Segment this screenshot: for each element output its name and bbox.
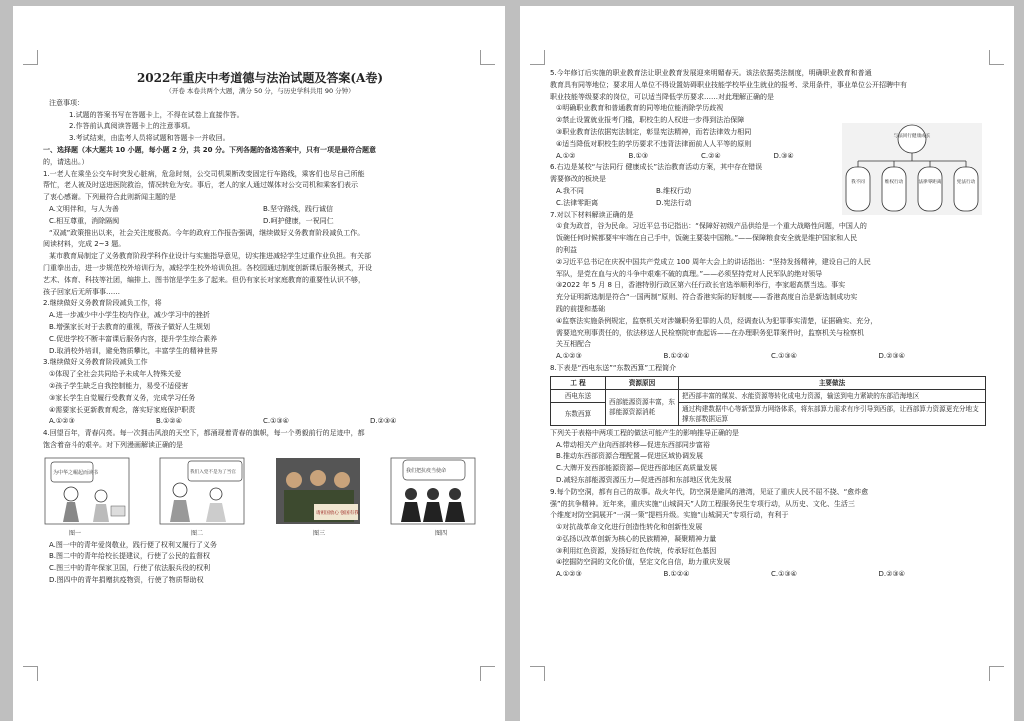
q8-stem: 8.下表是“西电东送”“东数西算”工程简介 bbox=[550, 363, 677, 372]
table-header-row bbox=[551, 376, 986, 389]
comic-figure-2 bbox=[158, 456, 246, 526]
q9-line: 个维度对防空洞展开“一洞一策”提档升级。实施“山城洞天”专项行动，有利于 bbox=[550, 511, 789, 520]
document-page-2 bbox=[520, 6, 1014, 721]
crop-mark bbox=[480, 666, 495, 681]
q7-item-line: 饭碗任何时候都要牢牢端在自己手中，饭碗主要装中国粮。”——保障粮食安全就是维护国家和人民 bbox=[556, 234, 858, 243]
section-1-header: 一、选择题（本大题共 10 小题，每小题 2 分，共 20 分。下列各题的备选答案中，只有一项是最符合题意 bbox=[43, 145, 376, 154]
document-page-1 bbox=[13, 6, 505, 721]
q7-item-line: ③2022 年 5 月 8 日，香港特别行政区第六任行政长官选举顺利举行，李家超高票当选。事实 bbox=[556, 281, 846, 290]
comic-figure-4 bbox=[389, 456, 477, 526]
table-cell: 东数西算 bbox=[551, 402, 606, 425]
q2-option-d: D.取消校外培训，避免物质攀比，丰富学生的精神世界 bbox=[49, 346, 218, 355]
figure-caption: 图四 bbox=[434, 529, 447, 537]
q1-line: 了衷心感谢。下列最符合此则新闻主题的是 bbox=[43, 193, 176, 202]
q3-item: ①体现了全社会共同给予未成年人特殊关爱 bbox=[49, 370, 182, 379]
q9-option-d: D.②③④ bbox=[878, 570, 905, 579]
q1-option-c: C.相互尊重，消除隔阂 bbox=[49, 216, 120, 225]
figure-caption: 图二 bbox=[190, 529, 203, 537]
q5-item: ④适当降低对职校生的学历要求不违背法律面前人人平等的原则 bbox=[556, 139, 752, 148]
crop-mark bbox=[989, 666, 1004, 681]
q9-option-b: B.①②④ bbox=[663, 570, 690, 579]
diagram-box-label: 宪法行动 bbox=[956, 180, 976, 185]
note-item: 2.作答前认真阅读答题卡上的注意事项。 bbox=[69, 122, 195, 131]
q7-item-line: ①食为政首，谷为民命。习近平总书记指出：“保障好初级产品供给是一个重大战略性问题，中国人的 bbox=[556, 222, 867, 231]
q8-table bbox=[550, 376, 986, 426]
comic-figure-3 bbox=[274, 456, 362, 526]
q6-line: 需要修改的板块是 bbox=[550, 175, 606, 184]
q6-options bbox=[550, 198, 756, 210]
q8-option-c: C.大牌开发西部能源资源—促进西部地区高质量发展 bbox=[556, 464, 718, 473]
q7-option-d: D.②③④ bbox=[878, 352, 905, 361]
q5-line: 教育具有同等地位；要求用人单位不得设置妨碍职业技能学校毕业生就业的报考、录用条件，事业单位公开招聘中有 bbox=[550, 80, 907, 89]
q6-options bbox=[550, 186, 756, 198]
figure-3-caption-text: 请祖国放心 强国有我 bbox=[315, 510, 359, 516]
q1-options bbox=[43, 216, 477, 228]
page-1-content bbox=[43, 70, 477, 587]
passage-line: “双减”政策推出以来，社会关注度极高。今年的政府工作报告强调，继续做好义务教育阶段减负工作。 bbox=[49, 228, 365, 237]
q3-options bbox=[43, 416, 477, 428]
q2-option-c: C.促进学校不断丰富课后服务内容，提升学生综合素养 bbox=[49, 334, 218, 343]
q5-options bbox=[550, 151, 846, 163]
q5-line: 职业技能等级要求的岗位，可以适当降低学历要求……对此理解正确的是 bbox=[550, 92, 774, 101]
q5-item: ①明确职业教育和普通教育的同等地位能消除学历歧视 bbox=[556, 104, 724, 113]
table-header-cell: 工 程 bbox=[551, 376, 606, 389]
passage-line: 某市教育局制定了义务教育阶段学科作业设计与实施指导意见，切实推进减轻学生过重作业负担。有关部 bbox=[49, 252, 371, 261]
comic-figures bbox=[43, 456, 477, 526]
q3-item: ③家长学生自觉履行受教育义务，完成学习任务 bbox=[49, 393, 196, 402]
comic-figure-1 bbox=[43, 456, 131, 526]
q4-option-a: A.图一中的青年爱岗敬业，践行便了权利又履行了义务 bbox=[49, 540, 217, 549]
q7-item-line: 充分证明新选制是符合“一国两制”原则、符合香港实际的好制度——香港高度自治是新选制成功实 bbox=[556, 293, 858, 302]
q3-option-c: C.①③④ bbox=[263, 417, 289, 426]
section-1-header-cont: 的，请选出。） bbox=[43, 157, 89, 166]
q8-option-b: B.推动东西部资源合理配置—促进区域协调发展 bbox=[556, 452, 704, 461]
figure-caption: 图三 bbox=[312, 529, 325, 537]
q5-option-c: C.②④ bbox=[701, 151, 721, 160]
q1-options bbox=[43, 204, 477, 216]
q9-item: ①对抗战革命文化进行创造性转化和创新性发展 bbox=[556, 523, 703, 532]
q9-options bbox=[550, 569, 986, 581]
q6-option-d: D.宪法行动 bbox=[656, 198, 692, 207]
passage-line: 孩子回家后无所事事…… bbox=[43, 287, 120, 296]
note-item: 3.考试结束，由监考人员将试题和答题卡一并收回。 bbox=[69, 134, 230, 143]
table-header-cell: 主要做法 bbox=[679, 376, 986, 389]
q4-option-c: C.图三中的青年保家卫国，行使了依法服兵役的权利 bbox=[49, 564, 211, 573]
q2-stem: 2.继续做好义务教育阶段减负工作，将 bbox=[43, 299, 162, 308]
q3-item: ④需要家长更新教育观念，落实好家庭保护职责 bbox=[49, 405, 196, 414]
note-item: 1.试题的答案书写在答题卡上，不得在试卷上直接作答。 bbox=[69, 110, 244, 119]
q9-line: 9.每个防空洞，都有自己的故事。战火年代，防空洞是避风的港湾，见证了重庆人民不屈不挠、“愈炸愈 bbox=[550, 487, 869, 496]
q7-option-b: B.①②④ bbox=[663, 352, 690, 361]
q7-item-line: 军队，是党在血与火的斗争中艰难不破的真理。”——必须坚持党对人民军队的绝对领导 bbox=[556, 269, 823, 278]
q3-option-b: B.①②④ bbox=[156, 417, 182, 426]
q9-option-c: C.①③④ bbox=[771, 570, 797, 579]
q6-option-c: C.法律零距离 bbox=[556, 198, 599, 207]
passage-line: 门重拳出击，进一步规范校外培训行为，减轻学生校外培训负担。各校园通过制度创新课后服务模式，开设 bbox=[43, 263, 372, 272]
q7-option-c: C.①③④ bbox=[771, 352, 797, 361]
q9-item: ②弘扬以改革创新为核心的民族精神，凝聚精神力量 bbox=[556, 534, 717, 543]
q7-stem: 7.对以下材料解读正确的是 bbox=[550, 210, 634, 219]
q7-options bbox=[550, 351, 986, 363]
q2-option-b: B.增强家长对于去教育的重视，帮孩子做好人生规划 bbox=[49, 322, 211, 331]
q4-option-b: B.图二中的青年给校长提建议，行使了公民的监督权 bbox=[49, 552, 211, 561]
q4-line: 饱含着奋斗的艰辛。对下列漫画解读正确的是 bbox=[43, 440, 183, 449]
q5-option-a: A.①② bbox=[556, 151, 576, 160]
q8-option-a: A.带动相关产业向西部转移—促进东西部同步富裕 bbox=[556, 440, 710, 449]
q5-item: ②禁止设置就业报考门槛，职校生的人权进一步得到法治保障 bbox=[556, 116, 745, 125]
q6-option-b: B.维权行动 bbox=[656, 186, 692, 195]
q6-line: 6.右边是某校“与法同行 健康成长”法治教育活动方案，其中存在错误 bbox=[550, 163, 763, 172]
table-cell: 把西部丰富的煤炭、水能资源等转化成电力资源，输送到电力紧缺的东部沿海地区 bbox=[679, 389, 986, 402]
figure-4-speech: 我们把抗疫当使命 bbox=[405, 467, 446, 474]
diagram-box-label: 维权行动 bbox=[884, 180, 904, 185]
q9-item: ④挖掘防空洞的文化价值，坚定文化自信，助力重庆发展 bbox=[556, 558, 731, 567]
diagram-box-label: 我不同 bbox=[851, 180, 865, 185]
q2-option-a: A.进一步减少中小学生校内作业，减少学习中的挫折 bbox=[49, 311, 210, 320]
q7-item-line: ②习近平总书记在庆祝中国共产党成立 100 周年大会上的讲话指出：“坚持发扬精神，建设自己的人民 bbox=[556, 257, 871, 266]
crop-mark bbox=[989, 50, 1004, 65]
q3-option-a: A.①②③ bbox=[49, 417, 75, 426]
q6-option-a: A.我不同 bbox=[556, 186, 584, 195]
passage-line: 阅读材料，完成 2~3 题。 bbox=[43, 240, 126, 249]
figure-1-speech: 为中华之崛起而读书 bbox=[53, 469, 99, 476]
q3-stem: 3.继续做好义务教育阶段减负工作 bbox=[43, 358, 148, 367]
crop-mark bbox=[530, 666, 545, 681]
q5-item: ③职业教育法依据宪法制定，彰显宪法精神，而若法律效力相同 bbox=[556, 127, 752, 136]
table-cell: 西部能源资源丰富，东部能源资源消耗 bbox=[606, 389, 679, 425]
q9-option-a: A.①②③ bbox=[556, 570, 582, 579]
q5-option-b: B.①③ bbox=[628, 151, 649, 160]
q7-item-line: 的利益 bbox=[556, 245, 577, 254]
crop-mark bbox=[530, 50, 545, 65]
crop-mark bbox=[480, 50, 495, 65]
q8-option-d: D.减轻东部能源资源压力—促进西部和东部地区优先发展 bbox=[556, 475, 732, 484]
table-cell: 通过构建数据中心等新型算力网络体系，将东部算力需求有序引导到西部，让西部算力资源更充分地支撑东部数据运算 bbox=[679, 402, 986, 425]
q1-option-d: D.呵护健康，一祝同仁 bbox=[263, 216, 334, 225]
q7-item-line: ④监察法实施条例规定，监察机关对涉嫌职务犯罪的人员，经调查认为犯罪事实清楚，证据确实、充分， bbox=[556, 316, 878, 325]
diagram-center-label: 与法同行健康成长 bbox=[893, 134, 931, 139]
q8-question: 下列关于表格中两项工程的做法可能产生的影响推导正确的是 bbox=[550, 428, 739, 437]
q3-item: ②孩子学生缺乏自我控制能力，易受不适侵害 bbox=[49, 381, 189, 390]
q1-option-b: B.坚守路线，践行诚信 bbox=[263, 204, 334, 213]
notes-title: 注意事项： bbox=[49, 98, 84, 107]
table-cell: 西电东送 bbox=[551, 389, 606, 402]
table-row bbox=[551, 389, 986, 402]
q7-item-line: 关互相配合 bbox=[556, 340, 591, 349]
q9-item: ③利用红色资源，发扬好红色传统，传承好红色基因 bbox=[556, 546, 717, 555]
q9-line: 强”的抗争精神。近年来，重庆实施“山城洞天”人防工程服务民生专项行动，从历史、文化、生活三 bbox=[550, 499, 855, 508]
figure-2-speech: 我们入党不是为了当官 bbox=[190, 469, 237, 475]
passage-line: 艺术、体育、科技等社团，编排上、图书馆是学生多了起来。但仍有家长对家庭教育的重要性认识不够， bbox=[43, 275, 365, 284]
figure-caption: 图一 bbox=[69, 529, 82, 537]
page-2-content bbox=[550, 68, 986, 581]
q3-option-d: D.②③④ bbox=[370, 417, 397, 426]
diagram-box-label: 法律零距离 bbox=[918, 180, 942, 185]
q7-item-line: 践的前提和基础 bbox=[556, 304, 605, 313]
crop-mark bbox=[23, 50, 38, 65]
crop-mark bbox=[23, 666, 38, 681]
figure-captions bbox=[43, 528, 477, 540]
q5-option-d: D.③④ bbox=[773, 151, 794, 160]
page-subtitle: （开卷 本卷共两个大题，满分 50 分，与历史学科共用 90 分钟） bbox=[165, 87, 355, 95]
page-title: 2022年重庆中考道德与法治试题及答案(A卷) bbox=[136, 71, 384, 85]
q4-line: 4.回望百年，青春闪亮。每一次拥击风浪的天空下，都涌现着青春的旗帜，每一个勇毅前行的足迹中，都 bbox=[43, 429, 365, 438]
q4-option-d: D.图四中的青年捐赠抗疫物资，行使了物质帮助权 bbox=[49, 575, 204, 584]
table-header-cell: 资源原因 bbox=[606, 376, 679, 389]
q1-line: 帮忙，老人被及时送进医院救治，情况转危为安。事后，老人的家人通过媒体对公交司机和乘客们表示 bbox=[43, 181, 358, 190]
q1-option-a: A.文明伴和，与人为善 bbox=[49, 204, 119, 213]
q7-option-a: A.①②③ bbox=[556, 352, 582, 361]
q1-line: 1.一老人在乘坐公交车时突发心脏病，危急时刻，公交司机果断改变固定行车路线，乘客们也尽自己所能 bbox=[43, 169, 365, 178]
q5-line: 5.今年修订后实施的职业教育法让职业教育发展迎来明媚春天。该法依据类法制度，明确职业教育和普通 bbox=[550, 69, 872, 77]
q7-item-line: 需要追究刑事责任的，依法移送人民检察院审查起诉——在办理职务犯罪案件时，监察机关与检察机 bbox=[556, 328, 864, 337]
